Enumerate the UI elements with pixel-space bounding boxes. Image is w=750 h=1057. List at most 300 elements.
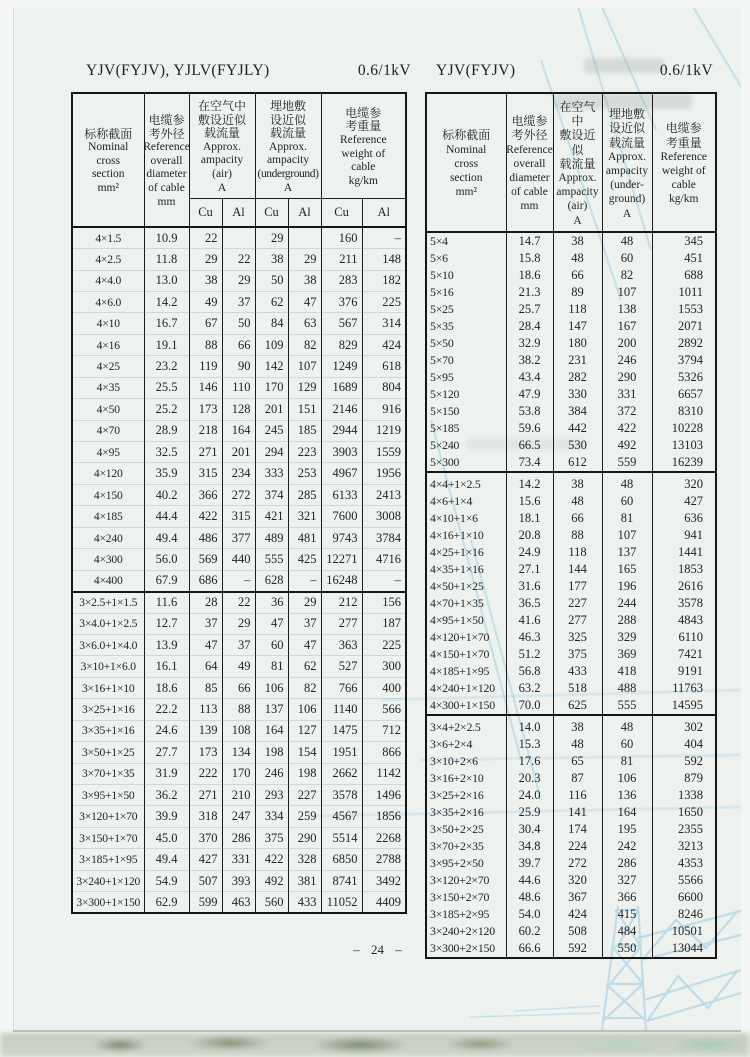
- table-cell: 31.6: [506, 578, 553, 595]
- table-row: [426, 493, 716, 510]
- left-table-header: [72, 93, 406, 227]
- header-ampacity-underground: 埋地敷 设近似 载流量 Approx. ampacity (underground) A: [255, 93, 321, 199]
- table-cell: 4×4.0: [72, 270, 144, 291]
- table-cell: 560: [255, 892, 288, 913]
- table-cell: 4×185+1×95: [426, 663, 506, 680]
- table-row: [426, 680, 716, 697]
- table-cell: 277: [321, 613, 362, 634]
- table-cell: 66.6: [506, 940, 553, 958]
- book-page: [13, 8, 741, 1030]
- table-row: [426, 923, 716, 940]
- table-cell: 3×16+2×10: [426, 770, 506, 787]
- table-cell: 4×400: [72, 570, 144, 591]
- table-cell: 488: [602, 680, 652, 697]
- table-cell: 286: [602, 855, 652, 872]
- table-row: [72, 785, 406, 806]
- table-cell: 27.1: [506, 561, 553, 578]
- table-cell: 508: [553, 923, 602, 940]
- table-cell: 66: [553, 267, 602, 284]
- right-cable-type-title: YJV(FYJV): [436, 62, 516, 79]
- table-cell: 27.7: [144, 742, 189, 763]
- table-cell: 129: [288, 377, 321, 398]
- table-cell: 63: [288, 313, 321, 334]
- table-cell: –: [222, 570, 255, 591]
- table-cell: 5×120: [426, 386, 506, 403]
- table-cell: 106: [255, 677, 288, 698]
- table-cell: 300: [362, 656, 406, 677]
- table-row: [426, 301, 716, 318]
- table-cell: 29: [288, 249, 321, 270]
- table-cell: 333: [255, 463, 288, 484]
- table-cell: 11.6: [144, 592, 189, 613]
- table-cell: 234: [222, 463, 255, 484]
- table-cell: 3×35+2×16: [426, 804, 506, 821]
- table-cell: 486: [189, 527, 222, 548]
- table-cell: 527: [321, 656, 362, 677]
- table-row: [72, 720, 406, 741]
- table-cell: 4×150+1×70: [426, 646, 506, 663]
- table-cell: 3×120+2×70: [426, 872, 506, 889]
- table-cell: 222: [189, 763, 222, 784]
- table-cell: 147: [553, 318, 602, 335]
- table-cell: 12271: [321, 549, 362, 570]
- table-row: [426, 250, 716, 267]
- table-cell: 25.9: [506, 804, 553, 821]
- table-cell: 47: [189, 634, 222, 655]
- table-cell: 66.5: [506, 437, 553, 454]
- table-cell: 173: [189, 399, 222, 420]
- table-cell: 370: [189, 827, 222, 848]
- table-cell: 85: [189, 677, 222, 698]
- table-cell: 315: [189, 463, 222, 484]
- table-row: [426, 544, 716, 561]
- table-cell: 47.9: [506, 386, 553, 403]
- table-cell: 32.5: [144, 442, 189, 463]
- table-cell: 164: [602, 804, 652, 821]
- table-cell: 3×35+1×16: [72, 720, 144, 741]
- table-cell: 201: [222, 442, 255, 463]
- table-row: [426, 284, 716, 301]
- table-row: [426, 697, 716, 715]
- table-cell: 88: [189, 334, 222, 355]
- header-ampacity-air: 在空气中 敷设近似 载流量 Approx. ampacity (air) A: [189, 93, 255, 199]
- table-cell: 4×25+1×16: [426, 544, 506, 561]
- table-cell: 4×16: [72, 334, 144, 355]
- table-cell: 492: [255, 870, 288, 891]
- table-cell: 6850: [321, 849, 362, 870]
- table-cell: 259: [288, 806, 321, 827]
- table-cell: 46.3: [506, 629, 553, 646]
- table-cell: 5×6: [426, 250, 506, 267]
- table-cell: 559: [602, 454, 652, 472]
- table-cell: 13044: [652, 940, 716, 958]
- table-cell: 2146: [321, 399, 362, 420]
- table-cell: 2413: [362, 484, 406, 505]
- table-cell: 320: [553, 872, 602, 889]
- table-cell: 5514: [321, 827, 362, 848]
- table-cell: 3×4+2×2.5: [426, 715, 506, 736]
- table-cell: 5×70: [426, 352, 506, 369]
- table-cell: 60.2: [506, 923, 553, 940]
- table-cell: 174: [553, 821, 602, 838]
- header-weight: 电缆参 考重量 Reference weight of cable kg/km: [321, 93, 406, 199]
- table-cell: 3×25+1×16: [72, 699, 144, 720]
- table-cell: 1142: [362, 763, 406, 784]
- table-cell: 328: [288, 849, 321, 870]
- table-row: [72, 249, 406, 270]
- table-cell: 187: [362, 613, 406, 634]
- table-cell: 569: [189, 549, 222, 570]
- table-row: [72, 656, 406, 677]
- table-cell: 212: [321, 592, 362, 613]
- table-cell: 3×150+1×70: [72, 827, 144, 848]
- table-cell: 4×240+1×120: [426, 680, 506, 697]
- table-cell: 70.0: [506, 697, 553, 715]
- table-row: [72, 227, 406, 248]
- table-cell: 2662: [321, 763, 362, 784]
- table-cell: 29: [222, 613, 255, 634]
- table-cell: 599: [189, 892, 222, 913]
- table-cell: 81: [602, 753, 652, 770]
- table-cell: 375: [553, 646, 602, 663]
- table-cell: 60: [255, 634, 288, 655]
- table-cell: 315: [222, 506, 255, 527]
- table-cell: 28.9: [144, 420, 189, 441]
- table-cell: 636: [652, 510, 716, 527]
- table-row: [426, 770, 716, 787]
- table-cell: 3578: [321, 785, 362, 806]
- table-cell: 3×240+1×120: [72, 870, 144, 891]
- table-cell: 440: [222, 549, 255, 570]
- table-row: [426, 629, 716, 646]
- table-cell: 4×10+1×6: [426, 510, 506, 527]
- table-cell: 318: [189, 806, 222, 827]
- table-cell: 1650: [652, 804, 716, 821]
- table-row: [426, 420, 716, 437]
- table-cell: 1689: [321, 377, 362, 398]
- table-cell: 3×150+2×70: [426, 889, 506, 906]
- table-cell: 231: [553, 352, 602, 369]
- table-cell: 48.6: [506, 889, 553, 906]
- table-cell: 37: [189, 613, 222, 634]
- table-cell: 82: [602, 267, 652, 284]
- table-cell: 25.7: [506, 301, 553, 318]
- table-cell: 41.6: [506, 612, 553, 629]
- table-cell: 507: [189, 870, 222, 891]
- table-cell: 384: [553, 403, 602, 420]
- table-cell: 3×16+1×10: [72, 677, 144, 698]
- table-cell: 200: [602, 335, 652, 352]
- table-cell: 13.0: [144, 270, 189, 291]
- table-row: [426, 335, 716, 352]
- table-row: [72, 549, 406, 570]
- table-cell: 48: [553, 493, 602, 510]
- header-cu-underground: Cu: [255, 199, 288, 228]
- table-cell: 451: [652, 250, 716, 267]
- table-cell: 54.9: [144, 870, 189, 891]
- table-cell: 4×6.0: [72, 291, 144, 312]
- table-row: [72, 420, 406, 441]
- table-cell: 4×35+1×16: [426, 561, 506, 578]
- table-cell: 227: [553, 595, 602, 612]
- table-cell: 427: [652, 493, 716, 510]
- table-cell: 4×10: [72, 313, 144, 334]
- table-cell: 11763: [652, 680, 716, 697]
- table-cell: 829: [321, 334, 362, 355]
- table-cell: 3×6+2×4: [426, 736, 506, 753]
- table-cell: 766: [321, 677, 362, 698]
- table-cell: 9191: [652, 663, 716, 680]
- table-cell: 375: [255, 827, 288, 848]
- table-row: [426, 906, 716, 923]
- table-row: [72, 270, 406, 291]
- table-cell: 170: [255, 377, 288, 398]
- table-cell: 225: [362, 291, 406, 312]
- table-cell: 3×120+1×70: [72, 806, 144, 827]
- table-cell: 1140: [321, 699, 362, 720]
- table-row: [72, 442, 406, 463]
- table-cell: 18.6: [506, 267, 553, 284]
- table-cell: 550: [602, 940, 652, 958]
- table-row: [426, 369, 716, 386]
- table-cell: 3492: [362, 870, 406, 891]
- table-cell: 4×1.5: [72, 227, 144, 248]
- table-cell: 555: [602, 697, 652, 715]
- table-cell: 422: [602, 420, 652, 437]
- table-cell: 11.8: [144, 249, 189, 270]
- table-cell: 25.2: [144, 399, 189, 420]
- table-cell: 5×10: [426, 267, 506, 284]
- table-cell: 16239: [652, 454, 716, 472]
- table-cell: [222, 227, 255, 248]
- table-cell: 60: [602, 493, 652, 510]
- table-cell: 325: [553, 629, 602, 646]
- table-cell: 36.5: [506, 595, 553, 612]
- table-cell: 272: [222, 484, 255, 505]
- table-cell: 29: [222, 270, 255, 291]
- table-cell: 182: [362, 270, 406, 291]
- table-row: [426, 232, 716, 250]
- table-cell: 164: [255, 720, 288, 741]
- table-cell: 3794: [652, 352, 716, 369]
- table-cell: 1338: [652, 787, 716, 804]
- table-cell: 376: [321, 291, 362, 312]
- table-cell: 225: [362, 634, 406, 655]
- table-cell: 49.4: [144, 849, 189, 870]
- table-cell: 81: [255, 656, 288, 677]
- table-cell: 107: [288, 356, 321, 377]
- table-cell: 5566: [652, 872, 716, 889]
- table-cell: 2268: [362, 827, 406, 848]
- table-cell: 24.0: [506, 787, 553, 804]
- table-row: [426, 561, 716, 578]
- table-cell: 6657: [652, 386, 716, 403]
- table-cell: 66: [222, 334, 255, 355]
- table-cell: 293: [255, 785, 288, 806]
- table-cell: 164: [222, 420, 255, 441]
- table-cell: 113: [189, 699, 222, 720]
- table-cell: 36.2: [144, 785, 189, 806]
- table-cell: 36: [255, 592, 288, 613]
- table-cell: 5×16: [426, 284, 506, 301]
- table-row: [72, 613, 406, 634]
- table-row: [426, 595, 716, 612]
- table-row: [426, 787, 716, 804]
- right-cable-spec-table: [425, 92, 717, 959]
- table-cell: 3×6.0+1×4.0: [72, 634, 144, 655]
- table-cell: 196: [602, 578, 652, 595]
- table-cell: 44.6: [506, 872, 553, 889]
- table-cell: 1441: [652, 544, 716, 561]
- scanner-edge-strip: [0, 1033, 750, 1057]
- table-row: [426, 889, 716, 906]
- table-cell: 34.8: [506, 838, 553, 855]
- table-row: [72, 313, 406, 334]
- table-cell: 18.6: [144, 677, 189, 698]
- table-cell: 5326: [652, 369, 716, 386]
- table-cell: 180: [553, 335, 602, 352]
- table-row: [426, 838, 716, 855]
- table-row: [72, 356, 406, 377]
- table-cell: 5×25: [426, 301, 506, 318]
- table-cell: 425: [288, 549, 321, 570]
- table-cell: 22: [222, 249, 255, 270]
- left-voltage-rating: 0.6/1kV: [357, 62, 411, 79]
- table-cell: 47: [288, 634, 321, 655]
- table-cell: 47: [255, 613, 288, 634]
- table-cell: 5×185: [426, 420, 506, 437]
- table-cell: 128: [222, 399, 255, 420]
- table-cell: 4409: [362, 892, 406, 913]
- table-cell: 345: [652, 232, 716, 250]
- table-cell: 119: [189, 356, 222, 377]
- table-cell: 13.9: [144, 634, 189, 655]
- table-cell: 290: [288, 827, 321, 848]
- table-cell: 35.9: [144, 463, 189, 484]
- table-cell: 14.2: [144, 291, 189, 312]
- table-cell: 3×50+2×25: [426, 821, 506, 838]
- table-row: [426, 855, 716, 872]
- table-cell: 38.2: [506, 352, 553, 369]
- table-cell: 1956: [362, 463, 406, 484]
- table-cell: 38: [189, 270, 222, 291]
- header-cu-air: Cu: [189, 199, 222, 228]
- page-number: – 24 –: [353, 942, 402, 957]
- table-row: [426, 510, 716, 527]
- table-cell: 11052: [321, 892, 362, 913]
- table-cell: 49.4: [144, 527, 189, 548]
- table-cell: 4×6+1×4: [426, 493, 506, 510]
- table-cell: 51.2: [506, 646, 553, 663]
- table-cell: 54.0: [506, 906, 553, 923]
- header-cu-weight: Cu: [321, 199, 362, 228]
- table-cell: 30.4: [506, 821, 553, 838]
- table-cell: 173: [189, 742, 222, 763]
- table-cell: 32.9: [506, 335, 553, 352]
- table-cell: 39.7: [506, 855, 553, 872]
- table-row: [426, 472, 716, 493]
- table-row: [426, 715, 716, 736]
- table-cell: 5×150: [426, 403, 506, 420]
- table-cell: 567: [321, 313, 362, 334]
- table-cell: 65: [553, 753, 602, 770]
- table-cell: 22: [222, 592, 255, 613]
- table-row: [426, 454, 716, 472]
- table-cell: 393: [222, 870, 255, 891]
- table-cell: 4×2.5: [72, 249, 144, 270]
- table-cell: 82: [288, 677, 321, 698]
- right-table-section-3plus2: [426, 715, 716, 958]
- table-cell: 433: [288, 892, 321, 913]
- table-cell: 139: [189, 720, 222, 741]
- table-cell: 374: [255, 484, 288, 505]
- table-row: [426, 437, 716, 454]
- table-cell: 285: [288, 484, 321, 505]
- table-cell: 60: [602, 250, 652, 267]
- table-cell: 418: [602, 663, 652, 680]
- table-cell: 224: [553, 838, 602, 855]
- table-cell: 8741: [321, 870, 362, 891]
- table-cell: 282: [553, 369, 602, 386]
- right-voltage-rating: 0.6/1kV: [659, 62, 713, 79]
- table-row: [72, 291, 406, 312]
- table-row: [72, 334, 406, 355]
- table-row: [426, 527, 716, 544]
- table-cell: 1475: [321, 720, 362, 741]
- table-cell: 154: [288, 742, 321, 763]
- table-cell: 288: [602, 612, 652, 629]
- table-cell: 4×150: [72, 484, 144, 505]
- table-row: [72, 570, 406, 591]
- table-cell: 73.4: [506, 454, 553, 472]
- table-cell: 3×70+2×35: [426, 838, 506, 855]
- table-cell: 879: [652, 770, 716, 787]
- table-cell: 37: [222, 634, 255, 655]
- table-cell: 50: [255, 270, 288, 291]
- table-cell: –: [288, 570, 321, 591]
- table-cell: 211: [321, 249, 362, 270]
- table-cell: 67: [189, 313, 222, 334]
- table-cell: 48: [553, 736, 602, 753]
- table-cell: 2892: [652, 335, 716, 352]
- table-cell: 283: [321, 270, 362, 291]
- table-cell: 144: [553, 561, 602, 578]
- table-cell: 223: [288, 442, 321, 463]
- table-cell: 14.0: [506, 715, 553, 736]
- table-cell: 489: [255, 527, 288, 548]
- table-cell: 38: [553, 472, 602, 493]
- table-cell: 63.2: [506, 680, 553, 697]
- table-cell: 1219: [362, 420, 406, 441]
- table-cell: 555: [255, 549, 288, 570]
- table-cell: 404: [652, 736, 716, 753]
- table-cell: 138: [602, 301, 652, 318]
- table-cell: 60: [602, 736, 652, 753]
- table-cell: 16248: [321, 570, 362, 591]
- table-cell: 4×95+1×50: [426, 612, 506, 629]
- table-cell: 4×95: [72, 442, 144, 463]
- table-cell: [288, 227, 321, 248]
- table-cell: 277: [553, 612, 602, 629]
- table-row: [426, 352, 716, 369]
- right-table-header: [426, 93, 716, 232]
- table-cell: 331: [222, 849, 255, 870]
- header-diameter: 电缆参 考外径 Reference overall diameter of cable mm: [506, 93, 553, 232]
- table-row: [426, 821, 716, 838]
- table-cell: 314: [362, 313, 406, 334]
- table-cell: 286: [222, 827, 255, 848]
- header-al-air: Al: [222, 199, 255, 228]
